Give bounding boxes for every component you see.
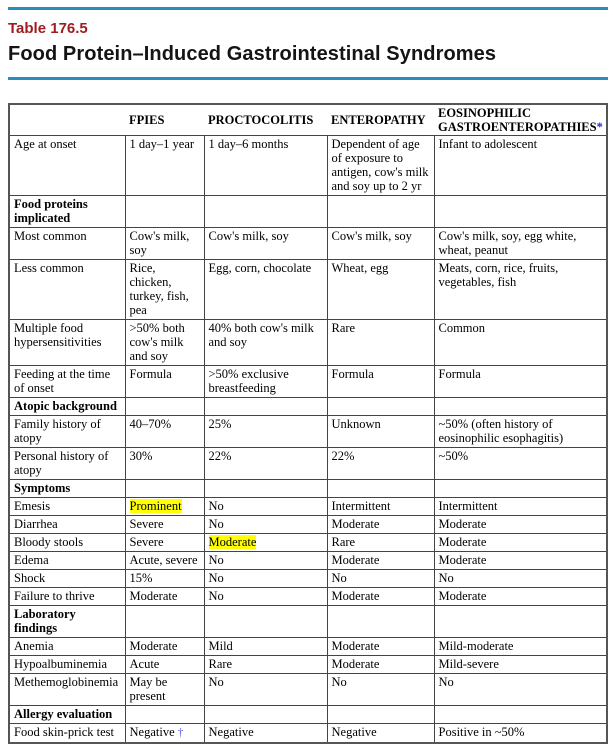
row-label: Personal history of atopy	[9, 448, 125, 480]
data-cell	[204, 552, 327, 570]
row-label: Symptoms	[9, 480, 125, 498]
cell-value: Acute	[129, 657, 160, 671]
data-cell	[125, 552, 204, 570]
column-header-text: PROCTOCOLITIS	[208, 113, 314, 127]
table-row	[9, 228, 607, 260]
cell-value: Moderate	[331, 657, 380, 671]
row-label: Multiple food hypersensitivities	[9, 320, 125, 366]
cell-value: Severe	[129, 517, 164, 531]
table-row	[9, 448, 607, 480]
cell-value: >50% exclusive breastfeeding	[208, 367, 289, 395]
cell-value: Wheat, egg	[331, 261, 389, 275]
cell-value: 1 day–1 year	[129, 137, 195, 151]
column-header-text: EOSINOPHILIC GASTROENTEROPATHIES	[438, 106, 597, 134]
cell-value: Cow's milk, soy	[208, 229, 289, 243]
data-cell	[434, 480, 607, 498]
data-cell	[434, 448, 607, 480]
data-cell	[125, 448, 204, 480]
cell-value: Intermittent	[438, 499, 498, 513]
cell-value: Cow's milk, soy	[129, 229, 190, 257]
cell-value: Mild-moderate	[438, 639, 514, 653]
cell-value: Cow's milk, soy	[331, 229, 412, 243]
data-cell	[125, 724, 204, 744]
data-cell	[204, 656, 327, 674]
cell-value: Moderate	[129, 639, 178, 653]
data-cell	[327, 398, 434, 416]
cell-value: Unknown	[331, 417, 381, 431]
cell-value: Moderate	[331, 589, 380, 603]
data-cell	[327, 570, 434, 588]
highlighted-value: Prominent	[129, 499, 182, 513]
table-row	[9, 498, 607, 516]
column-header	[125, 104, 204, 136]
row-label: Family history of atopy	[9, 416, 125, 448]
cell-value: Infant to adolescent	[438, 137, 538, 151]
data-cell	[327, 136, 434, 196]
cell-value: Moderate	[331, 553, 380, 567]
data-cell	[125, 606, 204, 638]
table-header	[9, 104, 607, 136]
data-cell	[434, 228, 607, 260]
data-cell	[434, 606, 607, 638]
row-label: Shock	[9, 570, 125, 588]
data-cell	[434, 398, 607, 416]
data-cell	[327, 228, 434, 260]
cell-value: Negative	[129, 725, 175, 739]
data-cell	[434, 320, 607, 366]
data-cell	[125, 706, 204, 724]
cell-value: Rare	[331, 321, 356, 335]
table-row	[9, 656, 607, 674]
row-label: Less common	[9, 260, 125, 320]
cell-value: Common	[438, 321, 486, 335]
cell-value: Negative	[331, 725, 377, 739]
data-cell	[125, 398, 204, 416]
data-cell	[125, 196, 204, 228]
syndromes-table	[8, 103, 608, 744]
data-cell	[125, 320, 204, 366]
cell-value: Egg, corn, chocolate	[208, 261, 312, 275]
cell-value: No	[208, 589, 224, 603]
footnote-asterisk-link[interactable]: *	[596, 120, 603, 134]
row-label: Food proteins implicated	[9, 196, 125, 228]
cell-value: Moderate	[331, 639, 380, 653]
cell-value: May be present	[129, 675, 168, 703]
data-cell	[327, 674, 434, 706]
data-cell	[204, 724, 327, 744]
data-cell	[327, 416, 434, 448]
row-label: Food skin-prick test	[9, 724, 125, 744]
row-label: Bloody stools	[9, 534, 125, 552]
cell-value: 15%	[129, 571, 153, 585]
cell-value: Negative	[208, 725, 254, 739]
title-divider-rule	[8, 77, 608, 80]
cell-value: 22%	[208, 449, 232, 463]
data-cell	[327, 656, 434, 674]
page-title: Food Protein–Induced Gastrointestinal Syndromes	[8, 43, 497, 65]
column-header	[434, 104, 607, 136]
cell-value: Moderate	[438, 535, 487, 549]
row-label: Age at onset	[9, 136, 125, 196]
cell-value: No	[438, 571, 454, 585]
section-row	[9, 606, 607, 638]
section-row	[9, 398, 607, 416]
data-cell	[125, 366, 204, 398]
data-cell	[434, 588, 607, 606]
table-row	[9, 320, 607, 366]
row-label: Feeding at the time of onset	[9, 366, 125, 398]
data-cell	[125, 534, 204, 552]
table-row	[9, 638, 607, 656]
cell-value: Formula	[129, 367, 172, 381]
cell-value: Mild-severe	[438, 657, 499, 671]
data-cell	[204, 674, 327, 706]
cell-value: 30%	[129, 449, 153, 463]
cell-value: 22%	[331, 449, 355, 463]
cell-value: Meats, corn, rice, fruits, vegetables, fish	[438, 261, 559, 289]
table-row	[9, 516, 607, 534]
cell-value: No	[208, 553, 224, 567]
data-cell	[327, 534, 434, 552]
data-cell	[204, 398, 327, 416]
data-cell	[125, 638, 204, 656]
data-cell	[125, 136, 204, 196]
cell-value: Moderate	[438, 517, 487, 531]
table-row	[9, 416, 607, 448]
row-label: Atopic background	[9, 398, 125, 416]
table-row	[9, 724, 607, 744]
data-cell	[204, 498, 327, 516]
table-row	[9, 534, 607, 552]
cell-value: No	[208, 499, 224, 513]
header-row	[9, 104, 607, 136]
column-header-text: FPIES	[129, 113, 165, 127]
data-cell	[125, 228, 204, 260]
data-cell	[204, 196, 327, 228]
cell-value: Rare	[208, 657, 233, 671]
data-cell	[327, 706, 434, 724]
row-label: Hypoalbuminemia	[9, 656, 125, 674]
row-label: Emesis	[9, 498, 125, 516]
data-cell	[434, 638, 607, 656]
data-cell	[327, 448, 434, 480]
cell-value: 1 day–6 months	[208, 137, 289, 151]
data-cell	[327, 480, 434, 498]
column-header	[204, 104, 327, 136]
cell-value: No	[208, 675, 224, 689]
data-cell	[434, 706, 607, 724]
table-row	[9, 570, 607, 588]
data-cell	[125, 416, 204, 448]
data-cell	[204, 228, 327, 260]
top-rule	[8, 7, 608, 10]
section-row	[9, 196, 607, 228]
data-cell	[204, 416, 327, 448]
table-body	[9, 136, 607, 744]
cell-value: Dependent of age of exposure to antigen, cow's milk and soy up to 2 yr	[331, 137, 429, 193]
row-label: Diarrhea	[9, 516, 125, 534]
row-label: Methemoglobinemia	[9, 674, 125, 706]
data-cell	[204, 606, 327, 638]
cell-value: Rice, chicken, turkey, fish, pea	[129, 261, 189, 317]
row-label: Allergy evaluation	[9, 706, 125, 724]
cell-value: Severe	[129, 535, 164, 549]
data-cell	[327, 724, 434, 744]
data-cell	[204, 448, 327, 480]
table-row	[9, 136, 607, 196]
data-cell	[434, 534, 607, 552]
data-cell	[125, 588, 204, 606]
data-cell	[327, 516, 434, 534]
cell-value: No	[208, 571, 224, 585]
data-cell	[434, 260, 607, 320]
data-cell	[327, 588, 434, 606]
data-cell	[125, 656, 204, 674]
row-label: Anemia	[9, 638, 125, 656]
cell-value: ~50%	[438, 449, 469, 463]
cell-value: ~50% (often history of eosinophilic esophagitis)	[438, 417, 564, 445]
data-cell	[204, 534, 327, 552]
data-cell	[434, 136, 607, 196]
data-cell	[434, 656, 607, 674]
table-row	[9, 260, 607, 320]
cell-value: Moderate	[129, 589, 178, 603]
data-cell	[125, 260, 204, 320]
row-label: Failure to thrive	[9, 588, 125, 606]
cell-value: 40–70%	[129, 417, 172, 431]
section-row	[9, 706, 607, 724]
column-header	[327, 104, 434, 136]
data-cell	[434, 570, 607, 588]
data-cell	[434, 724, 607, 744]
data-cell	[434, 366, 607, 398]
cell-value: Acute, severe	[129, 553, 198, 567]
data-cell	[434, 416, 607, 448]
cell-value: >50% both cow's milk and soy	[129, 321, 185, 363]
cell-value: Formula	[331, 367, 374, 381]
data-cell	[204, 706, 327, 724]
table-row	[9, 674, 607, 706]
section-row	[9, 480, 607, 498]
cell-value: 25%	[208, 417, 232, 431]
data-cell	[434, 516, 607, 534]
data-cell	[125, 674, 204, 706]
data-cell	[327, 260, 434, 320]
data-cell	[327, 320, 434, 366]
cell-value: Moderate	[438, 553, 487, 567]
cell-value: Formula	[438, 367, 481, 381]
cell-value: No	[331, 571, 347, 585]
footnote-dagger-link[interactable]: †	[177, 727, 184, 739]
cell-value: Mild	[208, 639, 233, 653]
data-cell	[204, 638, 327, 656]
table-number-label: Table 176.5	[8, 20, 88, 37]
highlighted-value: Moderate	[208, 535, 257, 549]
data-cell	[204, 516, 327, 534]
cell-value: Intermittent	[331, 499, 391, 513]
row-label: Edema	[9, 552, 125, 570]
data-cell	[125, 516, 204, 534]
row-label: Most common	[9, 228, 125, 260]
data-cell	[204, 136, 327, 196]
data-cell	[125, 570, 204, 588]
data-cell	[125, 498, 204, 516]
cell-value: Moderate	[438, 589, 487, 603]
data-cell	[327, 498, 434, 516]
data-cell	[327, 552, 434, 570]
data-cell	[327, 196, 434, 228]
data-cell	[204, 366, 327, 398]
data-cell	[434, 498, 607, 516]
cell-value: Positive in ~50%	[438, 725, 525, 739]
data-cell	[204, 588, 327, 606]
data-cell	[327, 638, 434, 656]
data-cell	[204, 260, 327, 320]
table-row	[9, 588, 607, 606]
data-cell	[434, 674, 607, 706]
cell-value: No	[208, 517, 224, 531]
data-cell	[125, 480, 204, 498]
data-cell	[204, 570, 327, 588]
table-row	[9, 366, 607, 398]
cell-value: Moderate	[331, 517, 380, 531]
header-cell-empty	[9, 104, 125, 136]
cell-value: No	[331, 675, 347, 689]
column-header-text: ENTEROPATHY	[331, 113, 426, 127]
data-cell	[327, 606, 434, 638]
data-cell	[434, 196, 607, 228]
cell-value: Cow's milk, soy, egg white, wheat, peanut	[438, 229, 577, 257]
data-cell	[204, 480, 327, 498]
cell-value: Rare	[331, 535, 356, 549]
table-row	[9, 552, 607, 570]
row-label: Laboratory findings	[9, 606, 125, 638]
cell-value: No	[438, 675, 454, 689]
cell-value: 40% both cow's milk and soy	[208, 321, 314, 349]
data-cell	[434, 552, 607, 570]
data-cell	[204, 320, 327, 366]
data-cell	[327, 366, 434, 398]
